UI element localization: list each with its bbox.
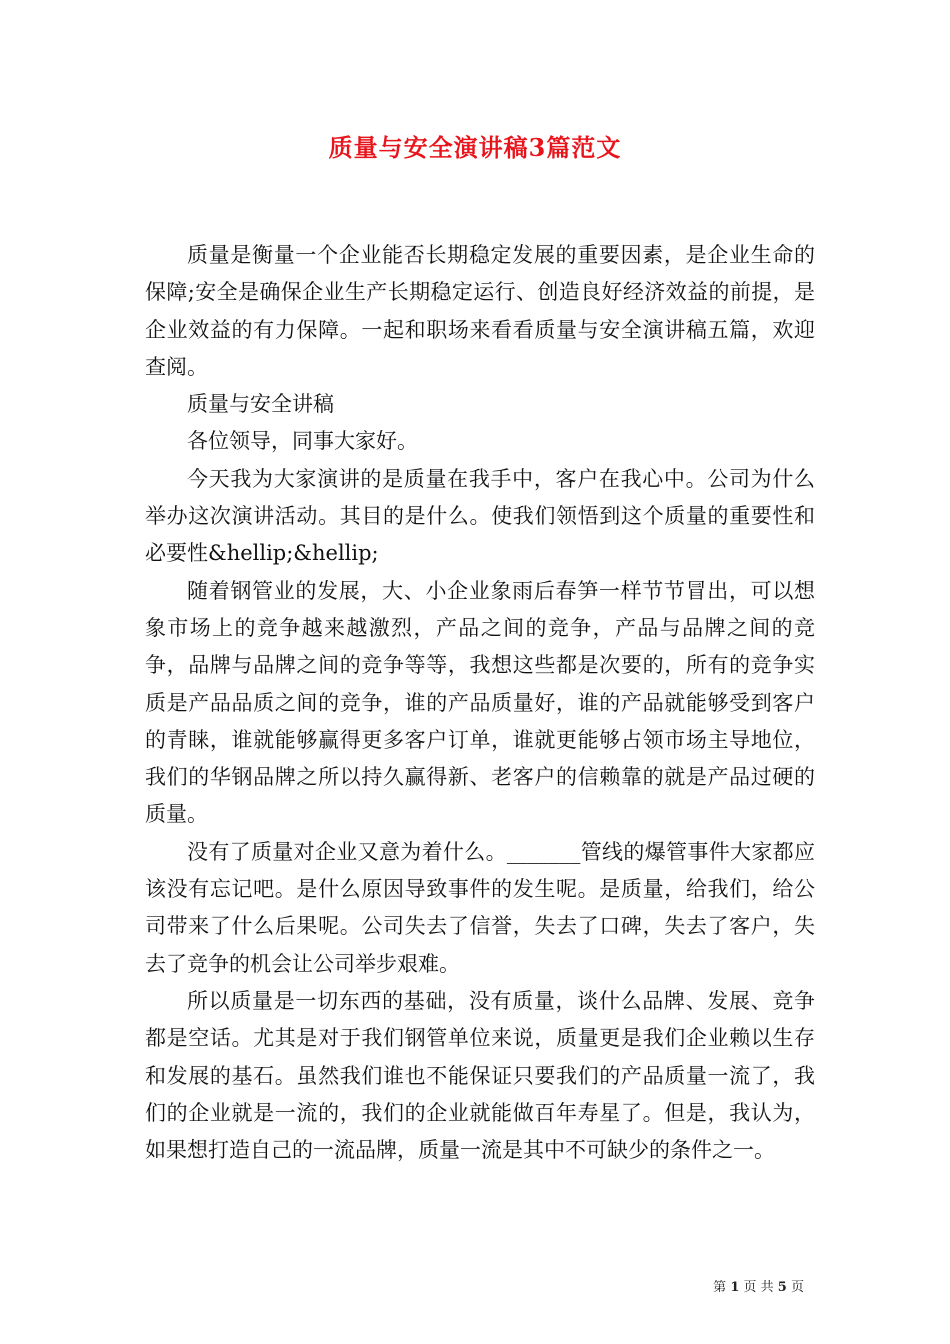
intro-paragraph: 质量是衡量一个企业能否长期稳定发展的重要因素，是企业生命的保障;安全是确保企业生产长期稳定运行、创造良好经济效益的前提，是企业效益的有力保障。一起和职场来看看质量与安全演讲稿五篇，欢迎查阅。	[145, 243, 815, 379]
greeting-paragraph: 各位领导，同事大家好。	[187, 429, 418, 454]
body-paragraph: 所以质量是一切东西的基础，没有质量，谈什么品牌、发展、竞争都是空话。尤其是对于我们钢管单位来说，质量更是我们企业赖以生存和发展的基石。虽然我们谁也不能保证只要我们的产品质量一流了，我们的企业就是一流的，我们的企业就能做百年寿星了。但是，我认为，如果想打造自己的一流品牌，质量一流是其中不可缺少的条件之一。	[145, 988, 815, 1163]
body-paragraph: 今天我为大家演讲的是质量在我手中，客户在我心中。公司为什么举办这次演讲活动。其目的是什么。使我们领悟到这个质量的重要性和必要性&hellip;&hellip;	[145, 466, 815, 566]
body-paragraph: 没有了质量对企业又意为着什么。_______管线的爆管事件大家都应该没有忘记吧。是什么原因导致事件的发生呢。是质量，给我们，给公司带来了什么后果呢。公司失去了信誉，失去了口碑，失去了客户，失去了竞争的机会让公司举步艰难。	[145, 839, 815, 976]
footer-suffix: 页	[790, 1280, 804, 1295]
speech-heading: 质量与安全讲稿	[187, 392, 334, 417]
document-title: 质量与安全演讲稿3篇范文	[328, 133, 622, 162]
footer-prefix: 第	[713, 1280, 727, 1295]
body-paragraph: 随着钢管业的发展，大、小企业象雨后春笋一样节节冒出，可以想象市场上的竞争越来越激烈，产品之间的竞争，产品与品牌之间的竞争，品牌与品牌之间的竞争等等，我想这些都是次要的，所有的竞争实质是产品品质之间的竞争，谁的产品质量好，谁的产品就能够受到客户的青睐，谁就能够赢得更多客户订单，谁就更能够占领市场主导地位，我们的华钢品牌之所以持久赢得新、老客户的信赖靠的就是产品过硬的质量。	[145, 578, 815, 827]
page-footer	[713, 1276, 804, 1295]
footer-middle: 页 共	[743, 1280, 774, 1295]
footer-total-pages: 5	[777, 1280, 787, 1295]
document-body	[145, 237, 815, 1169]
footer-page-number: 1	[730, 1280, 740, 1295]
